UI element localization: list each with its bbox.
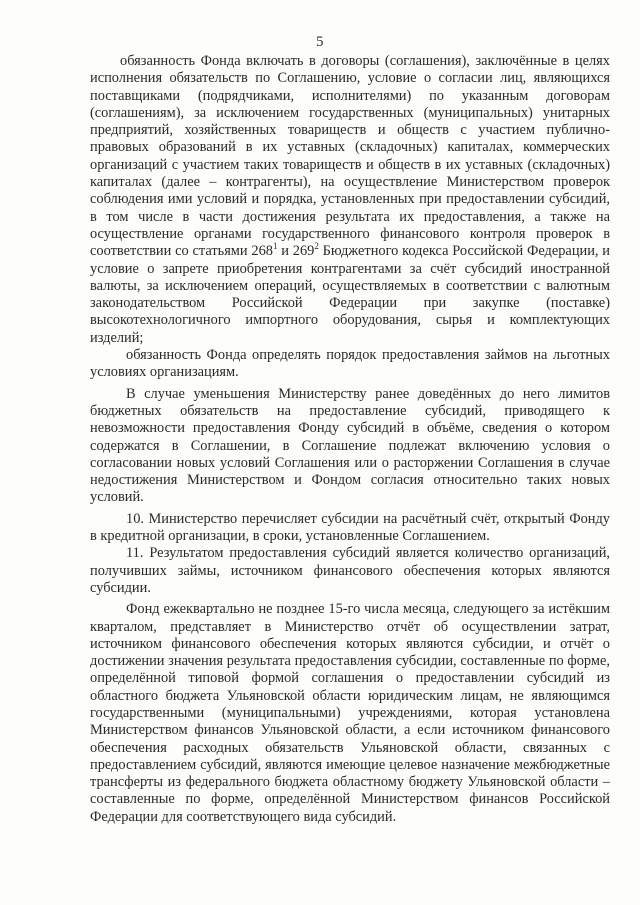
- paragraph-text: обязанность Фонда включать в договоры (соглашения), заключённые в целях исполнения обязательств по Соглашению, условие о согласии лиц, являющихся поставщиками (подрядчиками, исполнителями) по указанным договорам (соглашениям), за исключением государственных (муниципальных) унитарных предприятий, хозяйственных товариществ и обществ с участием публично-правовых образований в их уставных (складочных) капиталах, коммерческих организаций с участием таких товариществ и обществ в их уставных (складочных) капиталах (далее – контрагенты), на осуществление Министерством проверок соблюдения ими условий и порядка, установленных при предоставлении субсидий, в том числе в части достижения результата их предоставления, а также на осуществление органами государственного финансового контроля проверок в соответствии со статьями 268: [90, 53, 610, 260]
- paragraph-item-10: 10. Министерство перечисляет субсидии на расчётный счёт, открытый Фонду в кредитной организации, в сроки, установленные Соглашением.: [90, 510, 610, 545]
- paragraph-fund-contract-obligation: [90, 53, 610, 347]
- superscript: 2: [314, 241, 319, 252]
- paragraph-item-11: 11. Результатом предоставления субсидий является количество организаций, получивших займы, источником финансового обеспечения которых являются субсидии.: [90, 545, 610, 596]
- superscript: 1: [273, 241, 278, 252]
- document-body: [90, 53, 610, 826]
- paragraph-text: Бюджетного кодекса Российской Федерации, и условие о запрете приобретения контрагентами за счёт субсидий иностранной валюты, за исключением операций, осуществляемых в соответствии с валютным законодательством Российской Федерации при закупке (поставке) высокотехнологичного импортного оборудования, сырья и комплектующих изделий;: [90, 243, 611, 346]
- page-number: 5: [316, 34, 324, 50]
- paragraph-loan-procedure: обязанность Фонда определять порядок предоставления займов на льготных условиях организациям.: [90, 347, 610, 381]
- paragraph-limit-reduction: В случае уменьшения Министерству ранее доведённых до него лимитов бюджетных обязательств на предоставление субсидий, приводящего к невозможности предоставления Фонду субсидий в объёме, сведения о котором содержатся в Соглашении, в Соглашение подлежат включению условия о согласовании новых условий Соглашения или о расторжении Соглашения в случае недостижения Министерством и Фондом согласия относительно таких новых условий.: [90, 385, 610, 506]
- paragraph-text: и 269: [277, 243, 315, 260]
- paragraph-quarterly-report: Фонд ежеквартально не позднее 15-го числа месяца, следующего за истёкшим кварталом, представляет в Министерство отчёт об осуществлении затрат, источником финансового обеспечения которых являются субсидии, и отчёт о достижении значения результата предоставления субсидии, составленные по форме, определённой типовой формой соглашения о предоставлении субсидий из областного бюджета Ульяновской области юридическим лицам, не являющимся государственными (муниципальными) учреждениями, которая установлена Министерством финансов Ульяновской области, а если источником финансового обеспечения расходных обязательств Ульяновской области, связанных с предоставлением субсидий, являются имеющие целевое назначение межбюджетные трансферты из федерального бюджета областному бюджету Ульяновской области – составленные по форме, определённой Министерством финансов Российской Федерации для соответствующего вида субсидий.: [90, 601, 610, 825]
